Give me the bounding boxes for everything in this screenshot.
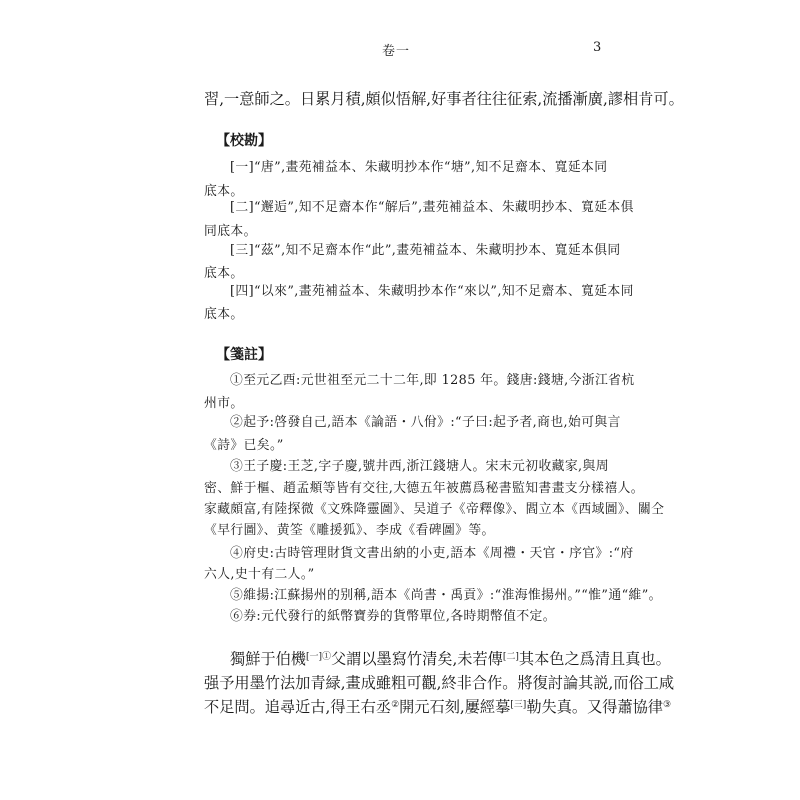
annotation-line: 六人,史十有二人。”: [204, 567, 315, 582]
closing-line: [230, 648, 671, 669]
collation-heading: 【校勘】: [216, 133, 272, 149]
closing-line: [204, 696, 672, 717]
annotation-line: ④府史:古時管理財貨文書出納的小吏,語本《周禮・天官・序官》:“府: [230, 546, 634, 561]
annotation-line: ①至元乙酉:元世祖至元二十二年,即 1285 年。錢唐:錢塘,今浙江省杭: [230, 373, 635, 388]
text-run: 父謂以墨寫竹清矣,未若傳: [330, 650, 503, 668]
text-run: 不足問。追尋近古,得王右丞: [204, 698, 392, 716]
collation-line: [三]“茲”,知不足齋本作“此”,畫苑補益本、朱藏明抄本、寬延本俱同: [230, 243, 621, 258]
running-header-title: 卷一: [382, 44, 411, 59]
collation-line: [四]“以來”,畫苑補益本、朱藏明抄本作“來以”,知不足齋本、寬延本同: [230, 284, 634, 299]
collation-line: 底本。: [204, 184, 244, 199]
annotation-line: 密、鮮于樞、趙孟頫等皆有交往,大德五年被薦爲秘書監知書畫支分樣禧人。: [204, 481, 644, 496]
annotation-line: ③王子慶:王芝,字子慶,號井西,浙江錢塘人。宋末元初收藏家,與周: [230, 459, 609, 474]
note-marker: [二]: [502, 652, 519, 662]
note-marker: [三]: [510, 700, 527, 710]
page-number: 3: [593, 40, 603, 55]
annotation-line: 《早行圖》、黄筌《雕援狐》、李成《看碑圖》等。: [204, 523, 495, 538]
closing-line: [204, 672, 675, 693]
annotation-line: ⑤維揚:江蘇揚州的别稱,語本《尚書・禹貢》:“淮海惟揚州。”“惟”通“維”。: [230, 588, 662, 603]
note-marker: ③: [663, 700, 672, 710]
annotation-line: 《詩》已矣。”: [204, 438, 284, 453]
collation-line: 同底本。: [204, 224, 257, 239]
intro-paragraph: 習,一意師之。日累月積,頗似悟解,好事者往往征索,流播漸廣,謬相肯可。: [204, 90, 684, 108]
text-run: 勒失真。又得蕭協律: [526, 698, 664, 716]
collation-line: [二]“邂逅”,知不足齋本作“解后”,畫苑補益本、朱藏明抄本、寬延本俱: [230, 200, 634, 215]
annotation-line: ②起予:啓發自己,語本《論語・八佾》:“子曰:起予者,商也,始可與言: [230, 415, 621, 430]
text-run: 强予用墨竹法加青緑,畫成雖粗可觀,終非合作。將復討論其説,而俗工咸: [204, 674, 675, 692]
text-run: 開元石刻,屢經摹: [399, 698, 511, 716]
collation-line: 底本。: [204, 307, 244, 322]
annotation-line: 家藏頗富,有陸探微《文殊降靈圖》、吴道子《帝釋像》、閻立本《西域圖》、關仝: [204, 502, 665, 517]
note-marker: ②: [391, 700, 400, 710]
annotation-line: 州市。: [204, 396, 244, 411]
text-run: 其本色之爲清且真也。: [518, 650, 671, 668]
collation-line: 底本。: [204, 266, 244, 281]
text-run: 獨鮮于伯機: [230, 650, 306, 668]
collation-line: [一]“唐”,畫苑補益本、朱藏明抄本作“塘”,知不足齋本、寬延本同: [230, 160, 608, 175]
annotation-line: ⑥券:元代發行的紙幣寶券的貨幣單位,各時期幣值不定。: [230, 609, 556, 624]
note-marker: [一]①: [305, 652, 331, 662]
annotations-heading: 【箋註】: [216, 347, 272, 363]
